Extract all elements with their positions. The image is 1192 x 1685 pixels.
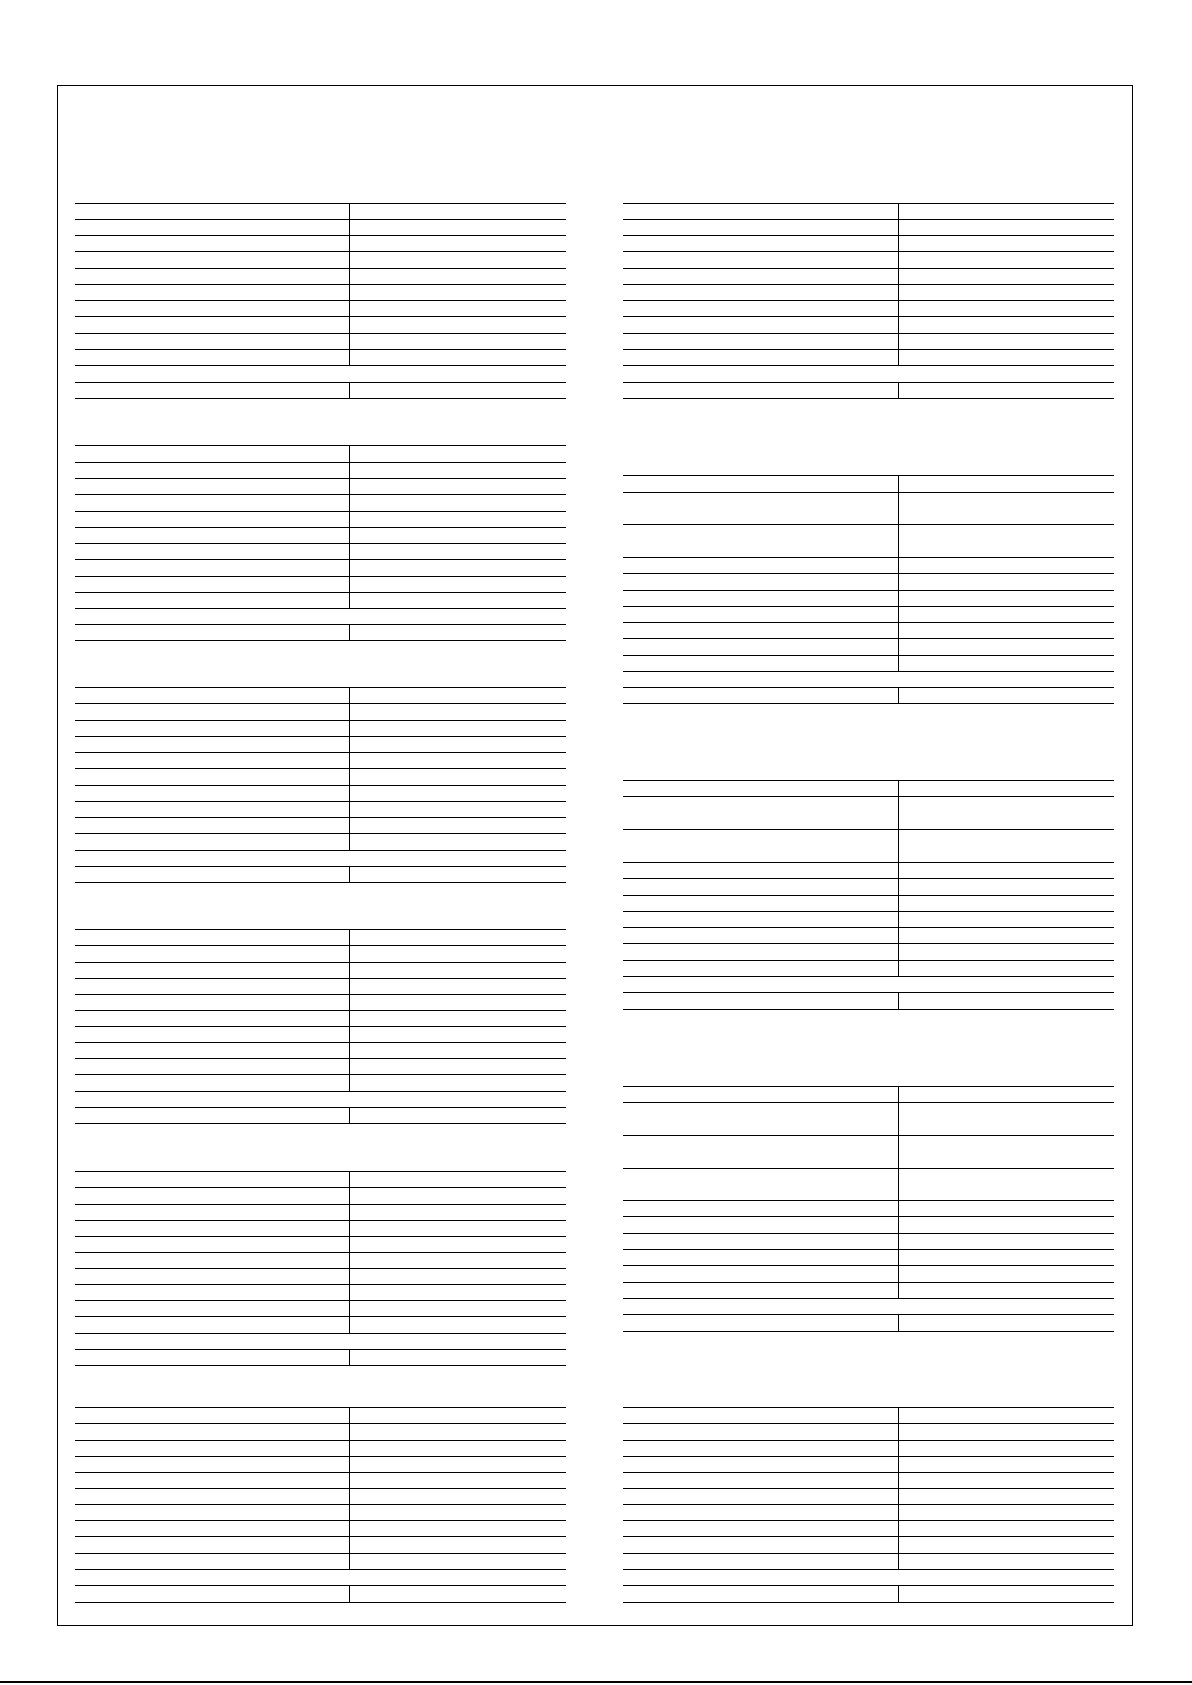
row-label [77, 609, 347, 623]
row-label [77, 495, 347, 510]
row-label [625, 317, 896, 332]
row-label [625, 574, 896, 589]
table-row-rule [75, 1123, 566, 1124]
row-label [77, 625, 347, 639]
row-label [625, 656, 896, 670]
row-value [901, 623, 1111, 637]
row-label [625, 672, 896, 686]
row-label [625, 1408, 896, 1422]
row-value [352, 1285, 563, 1299]
row-label [625, 220, 896, 234]
row-value [901, 672, 1111, 686]
column-divider [898, 1086, 899, 1298]
row-label [625, 928, 896, 942]
total-row-divider [898, 687, 899, 703]
row-value [901, 656, 1111, 670]
row-label [77, 721, 347, 735]
row-label [77, 1172, 347, 1186]
total-row-divider [349, 624, 350, 640]
table-row-rule [75, 640, 566, 641]
total-row-divider [349, 1585, 350, 1602]
row-label [77, 1408, 347, 1422]
row-label [77, 834, 347, 849]
row-label [625, 863, 896, 877]
row-label [77, 463, 347, 477]
row-value [352, 1537, 563, 1552]
row-value [901, 525, 1111, 556]
row-value [352, 1424, 563, 1439]
table-row-rule [623, 1602, 1114, 1603]
row-label [77, 593, 347, 607]
row-value [901, 961, 1111, 975]
row-label [77, 1059, 347, 1073]
row-value [352, 334, 563, 348]
row-value [901, 236, 1111, 250]
total-row-divider [349, 1349, 350, 1365]
row-label [77, 446, 347, 461]
row-value [352, 366, 563, 381]
table-row-rule [75, 1365, 566, 1366]
row-label [625, 301, 896, 315]
row-label [625, 1299, 896, 1313]
row-value [352, 350, 563, 364]
row-value [901, 830, 1111, 861]
row-value [352, 688, 563, 702]
row-label [77, 786, 347, 800]
row-value [352, 818, 563, 832]
row-value [901, 1457, 1111, 1471]
row-value [901, 993, 1111, 1008]
row-label [77, 851, 347, 865]
row-value [352, 1473, 563, 1487]
row-value [901, 1234, 1111, 1248]
row-value [352, 1317, 563, 1332]
row-label [77, 688, 347, 702]
row-value [352, 1205, 563, 1219]
row-label [77, 737, 347, 751]
row-label [77, 1457, 347, 1471]
row-label [625, 830, 896, 861]
row-label [625, 1201, 896, 1215]
row-label [625, 961, 896, 975]
row-value [352, 1108, 563, 1122]
row-label [625, 1217, 896, 1232]
row-value [352, 1221, 563, 1235]
row-label [625, 879, 896, 894]
row-value [352, 1043, 563, 1057]
row-value [352, 625, 563, 639]
row-label [77, 1350, 347, 1364]
row-label [625, 1457, 896, 1471]
row-value [352, 269, 563, 283]
row-label [77, 704, 347, 719]
row-value [352, 1269, 563, 1283]
row-value [901, 1315, 1111, 1330]
row-value [352, 528, 563, 542]
row-value [352, 753, 563, 767]
row-value [352, 285, 563, 299]
row-value [352, 1489, 563, 1503]
row-value [901, 607, 1111, 621]
row-value [352, 593, 563, 607]
row-label [625, 1169, 896, 1199]
row-label [625, 1315, 896, 1330]
row-value [352, 1237, 563, 1251]
row-label [625, 944, 896, 959]
row-label [77, 1269, 347, 1283]
column-divider [349, 1407, 350, 1569]
row-label [77, 1489, 347, 1503]
row-value [352, 1188, 563, 1203]
row-label [625, 525, 896, 556]
column-divider [349, 687, 350, 850]
row-label [77, 1108, 347, 1122]
row-value [901, 1087, 1111, 1101]
row-value [352, 1521, 563, 1535]
row-label [77, 1092, 347, 1106]
row-label [625, 1266, 896, 1281]
row-value [352, 704, 563, 719]
row-value [352, 1092, 563, 1106]
row-label [625, 639, 896, 654]
row-value [352, 1253, 563, 1267]
row-label [77, 479, 347, 493]
row-value [901, 383, 1111, 397]
total-row-divider [898, 1314, 899, 1331]
row-value [352, 995, 563, 1009]
row-label [625, 1521, 896, 1535]
table-row-rule [75, 1602, 566, 1603]
row-value [901, 863, 1111, 877]
row-value [352, 236, 563, 250]
row-value [352, 802, 563, 816]
row-value [901, 1473, 1111, 1487]
row-label [625, 383, 896, 397]
row-label [77, 946, 347, 961]
row-label [77, 1253, 347, 1267]
table-row-rule [75, 882, 566, 883]
row-label [77, 1043, 347, 1057]
row-label [625, 1489, 896, 1503]
row-value [901, 928, 1111, 942]
row-value [901, 1169, 1111, 1199]
row-value [352, 769, 563, 784]
row-label [77, 512, 347, 526]
row-value [901, 781, 1111, 795]
row-value [352, 577, 563, 591]
total-row-divider [349, 382, 350, 398]
row-value [901, 1217, 1111, 1232]
row-label [77, 577, 347, 591]
row-value [901, 879, 1111, 894]
table-row-rule [623, 1009, 1114, 1010]
row-value [901, 912, 1111, 926]
row-value [901, 1136, 1111, 1167]
row-value [901, 1505, 1111, 1519]
row-label [77, 1237, 347, 1251]
row-value [901, 1586, 1111, 1601]
row-label [625, 688, 896, 702]
row-label [77, 1586, 347, 1601]
row-label [625, 1283, 896, 1297]
row-value [901, 944, 1111, 959]
row-value [352, 1172, 563, 1186]
row-value [352, 1301, 563, 1315]
row-value [352, 851, 563, 865]
row-label [77, 220, 347, 234]
row-value [352, 1441, 563, 1455]
row-label [625, 1505, 896, 1519]
row-value [901, 558, 1111, 572]
row-value [352, 1457, 563, 1471]
row-label [77, 560, 347, 575]
row-label [77, 1075, 347, 1090]
row-label [625, 558, 896, 572]
row-label [625, 204, 896, 218]
row-label [625, 350, 896, 364]
row-label [77, 963, 347, 977]
row-label [77, 204, 347, 218]
row-label [77, 1317, 347, 1332]
row-label [625, 285, 896, 299]
row-value [901, 350, 1111, 364]
row-label [77, 979, 347, 993]
row-label [77, 1188, 347, 1203]
column-divider [349, 203, 350, 365]
row-label [77, 366, 347, 381]
row-label [625, 797, 896, 828]
row-value [901, 1537, 1111, 1552]
row-label [77, 1505, 347, 1519]
row-label [625, 607, 896, 621]
row-value [352, 252, 563, 267]
row-label [625, 1473, 896, 1487]
row-value [352, 204, 563, 218]
row-value [352, 867, 563, 881]
row-value [901, 688, 1111, 702]
row-value [352, 301, 563, 315]
row-value [901, 591, 1111, 605]
row-label [625, 912, 896, 926]
row-label [625, 977, 896, 991]
row-value [901, 1489, 1111, 1503]
row-label [77, 1011, 347, 1025]
row-label [77, 1221, 347, 1235]
row-label [77, 1441, 347, 1455]
row-value [352, 1570, 563, 1584]
row-value [352, 220, 563, 234]
row-value [901, 1408, 1111, 1422]
row-label [77, 930, 347, 944]
row-value [352, 834, 563, 849]
row-label [625, 1103, 896, 1134]
row-label [77, 1554, 347, 1568]
row-label [625, 1087, 896, 1101]
row-value [352, 946, 563, 961]
row-value [352, 609, 563, 623]
row-label [77, 236, 347, 250]
row-value [901, 269, 1111, 283]
row-value [901, 285, 1111, 299]
row-value [901, 1283, 1111, 1297]
row-value [352, 1505, 563, 1519]
row-label [77, 1521, 347, 1535]
row-value [901, 1570, 1111, 1584]
row-label [625, 1136, 896, 1167]
row-value [352, 786, 563, 800]
row-label [625, 252, 896, 267]
row-value [901, 1424, 1111, 1439]
row-label [625, 1537, 896, 1552]
row-value [352, 979, 563, 993]
row-value [901, 220, 1111, 234]
row-label [77, 1473, 347, 1487]
table-row-rule [623, 398, 1114, 399]
row-label [625, 896, 896, 910]
total-row-divider [898, 382, 899, 398]
column-divider [349, 445, 350, 608]
row-label [77, 1027, 347, 1041]
row-value [901, 896, 1111, 910]
row-value [901, 1554, 1111, 1568]
row-label [77, 802, 347, 816]
row-label [77, 818, 347, 832]
row-label [77, 383, 347, 397]
row-label [77, 1537, 347, 1552]
row-label [625, 334, 896, 348]
row-value [352, 560, 563, 575]
row-label [77, 1570, 347, 1584]
row-value [901, 977, 1111, 991]
row-value [901, 1266, 1111, 1281]
row-value [352, 1027, 563, 1041]
row-value [352, 1554, 563, 1568]
row-label [625, 1570, 896, 1584]
row-value [352, 737, 563, 751]
row-value [901, 1201, 1111, 1215]
total-row-divider [898, 1585, 899, 1602]
table-row-rule [623, 1331, 1114, 1332]
total-row-divider [349, 1107, 350, 1123]
row-label [625, 1234, 896, 1248]
row-value [352, 1408, 563, 1422]
row-label [77, 544, 347, 558]
row-value [901, 204, 1111, 218]
row-label [625, 993, 896, 1008]
row-value [352, 1586, 563, 1601]
column-divider [898, 780, 899, 976]
row-label [625, 366, 896, 381]
column-divider [898, 1407, 899, 1569]
row-label [77, 269, 347, 283]
row-value [901, 797, 1111, 828]
row-label [77, 301, 347, 315]
total-row-divider [349, 866, 350, 882]
column-divider [349, 929, 350, 1091]
row-label [625, 781, 896, 795]
row-value [352, 479, 563, 493]
row-value [901, 639, 1111, 654]
row-value [352, 1059, 563, 1073]
row-value [901, 1299, 1111, 1313]
row-label [77, 1205, 347, 1219]
row-value [901, 493, 1111, 523]
row-label [625, 1424, 896, 1439]
table-row-rule [75, 398, 566, 399]
row-value [901, 366, 1111, 381]
row-label [77, 1301, 347, 1315]
row-value [352, 446, 563, 461]
row-value [352, 495, 563, 510]
row-label [625, 269, 896, 283]
row-value [901, 334, 1111, 348]
row-value [352, 317, 563, 332]
row-value [352, 512, 563, 526]
row-value [352, 930, 563, 944]
row-label [625, 591, 896, 605]
row-label [625, 1554, 896, 1568]
total-row-divider [898, 992, 899, 1009]
row-value [352, 1011, 563, 1025]
row-value [901, 574, 1111, 589]
row-value [352, 383, 563, 397]
row-label [77, 995, 347, 1009]
row-label [625, 1586, 896, 1601]
row-label [77, 1334, 347, 1348]
row-value [352, 544, 563, 558]
row-value [352, 1075, 563, 1090]
column-divider [898, 203, 899, 365]
row-label [77, 769, 347, 784]
row-label [77, 285, 347, 299]
row-label [77, 867, 347, 881]
row-label [77, 350, 347, 364]
row-label [625, 1250, 896, 1264]
row-label [625, 236, 896, 250]
row-value [901, 476, 1111, 491]
row-label [77, 1424, 347, 1439]
row-value [352, 721, 563, 735]
row-label [625, 623, 896, 637]
row-label [77, 252, 347, 267]
row-label [77, 317, 347, 332]
row-value [901, 1521, 1111, 1535]
row-label [625, 1441, 896, 1455]
row-value [901, 1103, 1111, 1134]
row-value [901, 1250, 1111, 1264]
row-value [901, 301, 1111, 315]
row-label [77, 528, 347, 542]
row-label [77, 1285, 347, 1299]
row-value [352, 463, 563, 477]
row-value [901, 252, 1111, 267]
row-value [901, 1441, 1111, 1455]
column-divider [349, 1171, 350, 1333]
row-label [77, 334, 347, 348]
row-value [352, 1334, 563, 1348]
row-value [352, 1350, 563, 1364]
page-footer-rule [0, 1681, 1192, 1683]
row-value [901, 317, 1111, 332]
row-label [77, 753, 347, 767]
row-value [352, 963, 563, 977]
table-row-rule [623, 703, 1114, 704]
row-label [625, 476, 896, 491]
column-divider [898, 475, 899, 671]
row-label [625, 493, 896, 523]
